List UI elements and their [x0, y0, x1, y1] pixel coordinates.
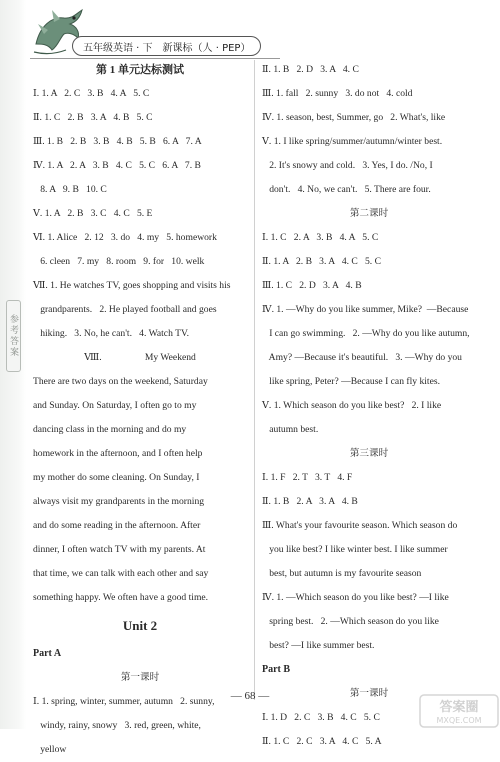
answer-line: autumn best.	[262, 424, 319, 435]
answer-line: Ⅳ. 1. —Why do you like summer, Mike? —Because	[262, 304, 469, 315]
answer-line: Ⅶ. 1. He watches TV, goes shopping and visits his	[33, 280, 231, 291]
sub-heading: 第一课时	[349, 688, 389, 699]
answer-line: 6. cleen 7. my 8. room 9. for 10. welk	[33, 256, 205, 267]
answer-line: Ⅳ. 1. —Which season do you like best? —I like	[262, 592, 449, 603]
part-heading: Part B	[262, 664, 291, 675]
sub-heading: 第一课时	[120, 672, 160, 683]
answer-line: like spring, Peter? —Because I can fly kites.	[262, 376, 440, 387]
answer-line: Ⅴ. 1. A 2. B 3. C 4. C 5. E	[33, 208, 153, 219]
answer-line: Ⅰ. 1. F 2. T 3. T 4. F	[262, 472, 353, 483]
answer-line: Ⅵ. 1. Alice 2. 12 3. do 4. my 5. homework	[33, 232, 217, 243]
answer-line: dinner, I often watch TV with my parents. At	[33, 544, 206, 555]
answer-line: something happy. We often have a good time.	[33, 592, 209, 603]
answer-line: I can go swimming. 2. —Why do you like autumn,	[262, 328, 470, 339]
answer-line: that time, we can talk with each other and say	[33, 568, 209, 579]
page-number: — 68 —	[230, 690, 270, 702]
side-tab-label: 参考答案	[8, 314, 18, 358]
answer-line: Ⅳ. 1. season, best, Summer, go 2. What's, like	[262, 112, 446, 123]
svg-text:MXQE.COM: MXQE.COM	[436, 716, 482, 725]
answer-line: Ⅴ. 1. I like spring/summer/autumn/winter best.	[262, 136, 443, 147]
answer-line: Ⅰ. 1. A 2. C 3. B 4. A 5. C	[33, 88, 150, 99]
answer-line: grandparents. 2. He played football and goes	[33, 304, 217, 315]
column-divider	[254, 60, 255, 700]
svg-text:答案圈: 答案圈	[439, 700, 479, 715]
answer-line: my mother do some cleaning. On Sunday, I	[33, 472, 200, 483]
book-title-badge	[72, 36, 261, 56]
answer-line: 2. It's snowy and cold. 3. Yes, I do. /No, I	[262, 160, 433, 171]
unit-heading: Unit 2	[122, 618, 158, 633]
answer-line: you like best? I like winter best. I like summer	[262, 544, 448, 555]
sub-heading: 第二课时	[349, 208, 389, 219]
answer-line: Ⅱ. 1. B 2. D 3. A 4. C	[262, 64, 359, 75]
answer-line: and do some reading in the afternoon. After	[33, 520, 201, 531]
page-header	[30, 4, 280, 60]
sub-heading: 第三课时	[349, 448, 389, 459]
essay-heading: Ⅷ. My Weekend	[84, 352, 196, 363]
answer-line: Ⅳ. 1. A 2. A 3. B 4. C 5. C 6. A 7. B	[33, 160, 201, 171]
sec-heading: 第 1 单元达标测试	[96, 64, 184, 76]
site-watermark-logo	[418, 693, 500, 729]
part-heading: Part A	[33, 648, 62, 659]
answer-line: Ⅰ. 1. C 2. A 3. B 4. A 5. C	[262, 232, 379, 243]
answer-line: Ⅱ. 1. C 2. B 3. A 4. B 5. C	[33, 112, 153, 123]
answer-line: spring best. 2. —Which season do you like	[262, 616, 439, 627]
answer-line: Ⅱ. 1. C 2. C 3. A 4. C 5. A	[262, 736, 382, 747]
book-title: 五年级英语 · 下	[83, 42, 153, 54]
answer-line: don't. 4. No, we can't. 5. There are four.	[262, 184, 431, 195]
answer-line: Ⅱ. 1. B 2. A 3. A 4. B	[262, 496, 358, 507]
answer-line: Ⅲ. What's your favourite season. Which season do	[262, 520, 458, 531]
answer-line: Ⅲ. 1. C 2. D 3. A 4. B	[262, 280, 362, 291]
answer-line: Ⅲ. 1. fall 2. sunny 3. do not 4. cold	[262, 88, 413, 99]
answer-line: homework in the afternoon, and I often help	[33, 448, 203, 459]
answer-line: dancing class in the morning and do my	[33, 424, 187, 435]
answer-line: Amy? —Because it's beautiful. 3. —Why do you	[262, 352, 462, 363]
side-tab	[6, 300, 21, 372]
answer-line: Ⅰ. 1. D 2. C 3. B 4. C 5. C	[262, 712, 380, 723]
answer-column-right	[262, 58, 479, 754]
answer-line: yellow	[33, 744, 67, 755]
side-strip	[0, 0, 26, 729]
answer-line: Ⅴ. 1. Which season do you like best? 2. I like	[262, 400, 442, 411]
answer-column-left	[33, 58, 247, 762]
answer-line: hiking. 3. No, he can't. 4. Watch TV.	[33, 328, 190, 339]
answer-line: best, but autumn is my favourite season	[262, 568, 422, 579]
answer-line: 8. A 9. B 10. C	[33, 184, 107, 195]
answer-line: There are two days on the weekend, Saturday	[33, 376, 208, 387]
series-label: 新课标（人 · PEP）	[162, 42, 251, 54]
answer-line: Ⅱ. 1. A 2. B 3. A 4. C 5. C	[262, 256, 382, 267]
answer-line: Ⅲ. 1. B 2. B 3. B 4. B 5. B 6. A 7. A	[33, 136, 202, 147]
answer-line: and Sunday. On Saturday, I often go to my	[33, 400, 197, 411]
answer-line: always visit my grandparents in the morning	[33, 496, 205, 507]
answer-line: Ⅰ. 1. spring, winter, summer, autumn 2. sunny,	[33, 696, 215, 707]
answer-line: best? —I like summer best.	[262, 640, 375, 651]
answer-line: windy, rainy, snowy 3. red, green, white,	[33, 720, 201, 731]
